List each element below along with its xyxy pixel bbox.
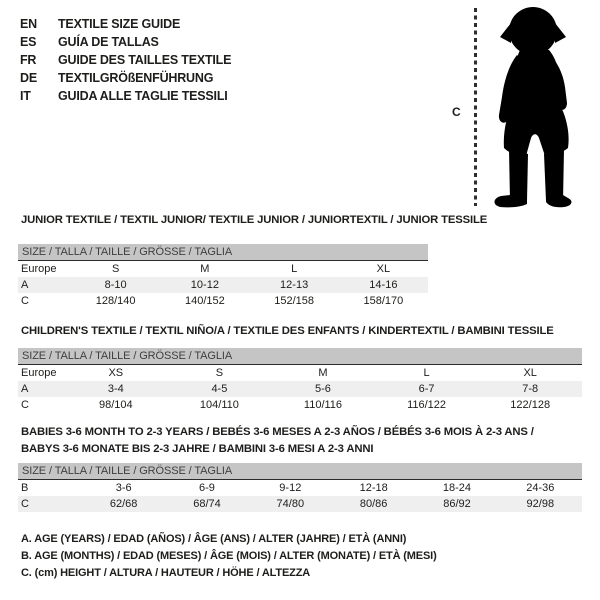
- language-code: IT: [20, 89, 31, 103]
- value-cell: 152/158: [274, 295, 314, 307]
- value-cell: 3-4: [64, 381, 168, 397]
- table-title-line: BABIES 3-6 MONTH TO 2-3 YEARS / BEBÉS 3-6 MESES A 2-3 AÑOS / BÉBÉS 3-6 MOIS À 2-3 ANS /: [21, 426, 534, 438]
- language-row: [20, 87, 231, 105]
- value-cell: M: [200, 263, 210, 275]
- language-label: TEXTILE SIZE GUIDE: [58, 17, 181, 31]
- value-cell: 158/170: [363, 295, 404, 307]
- size-header-cell: SIZE / TALLA / TAILLE / GRÖSSE / TAGLIA: [18, 463, 582, 480]
- language-row: [20, 33, 231, 51]
- row-label-cell: Europe: [21, 367, 57, 379]
- baby-silhouette-icon: [483, 5, 579, 208]
- table-row: [18, 397, 582, 413]
- value-cell: 62/68: [82, 496, 165, 512]
- value-cell: 104/110: [199, 399, 239, 411]
- language-row: [20, 51, 231, 69]
- value-cell: 110/116: [303, 399, 343, 411]
- table-row: [18, 365, 582, 382]
- table-row: [18, 381, 582, 397]
- table-title-line: CHILDREN'S TEXTILE / TEXTIL NIÑO/A / TEXTILE DES ENFANTS / KINDERTEXTIL / BAMBINI TESSILE: [21, 325, 554, 337]
- size-header-row: [18, 463, 582, 480]
- value-cell: L: [423, 367, 430, 379]
- value-cell: 8-10: [71, 277, 160, 293]
- footnotes: [21, 531, 437, 582]
- language-code: FR: [20, 53, 37, 67]
- table-row: [18, 261, 428, 278]
- value-cell: S: [111, 263, 120, 275]
- value-cell: 6-7: [375, 381, 479, 397]
- table-title-line: BABYS 3-6 MONATE BIS 2-3 JAHRE / BAMBINI 3-6 MESI A 2-3 ANNI: [21, 443, 374, 455]
- size-table-junior: [18, 244, 428, 309]
- language-code: DE: [20, 71, 37, 85]
- size-header-cell: SIZE / TALLA / TAILLE / GRÖSSE / TAGLIA: [18, 244, 428, 261]
- row-label-cell: A: [18, 381, 64, 397]
- value-cell: 140/152: [184, 295, 225, 307]
- table-row: [18, 277, 428, 293]
- language-label: GUIDE DES TAILLES TEXTILE: [58, 53, 232, 67]
- value-cell: 12-18: [359, 482, 388, 494]
- value-cell: 98/104: [98, 399, 133, 411]
- size-header-row: [18, 348, 582, 365]
- value-cell: 12-13: [250, 277, 339, 293]
- value-cell: 3-6: [115, 482, 132, 494]
- row-label-cell: C: [21, 295, 29, 307]
- table-row: [18, 496, 582, 512]
- footnote-line: B. AGE (MONTHS) / EDAD (MESES) / ÂGE (MOIS) / ALTER (MONATE) / ETÀ (MESI): [21, 550, 437, 562]
- value-cell: XL: [523, 367, 537, 379]
- table-title-junior: [21, 212, 487, 229]
- value-cell: L: [291, 263, 298, 275]
- height-measure-line: [474, 8, 477, 206]
- row-label-cell: C: [18, 496, 82, 512]
- value-cell: XS: [108, 367, 124, 379]
- value-cell: 4-5: [168, 381, 272, 397]
- value-cell: 80/86: [332, 496, 415, 512]
- row-label-cell: B: [21, 482, 29, 494]
- size-header-row: [18, 244, 428, 261]
- value-cell: 74/80: [249, 496, 332, 512]
- height-measure-label: C: [452, 105, 461, 119]
- value-cell: 68/74: [165, 496, 248, 512]
- value-cell: M: [318, 367, 328, 379]
- value-cell: 10-12: [160, 277, 249, 293]
- size-table-children: [18, 348, 582, 413]
- table-title-line: JUNIOR TEXTILE / TEXTIL JUNIOR/ TEXTILE JUNIOR / JUNIORTEXTIL / JUNIOR TESSILE: [21, 214, 488, 226]
- value-cell: 9-12: [279, 482, 302, 494]
- value-cell: S: [215, 367, 224, 379]
- language-label: GUIDA ALLE TAGLIE TESSILI: [58, 89, 228, 103]
- value-cell: 122/128: [510, 399, 551, 411]
- size-table-babies: [18, 463, 582, 512]
- size-header-cell: SIZE / TALLA / TAILLE / GRÖSSE / TAGLIA: [18, 348, 582, 365]
- language-label: GUÍA DE TALLAS: [58, 35, 159, 49]
- value-cell: 7-8: [478, 381, 582, 397]
- value-cell: 6-9: [199, 482, 215, 494]
- value-cell: 24-36: [526, 482, 555, 494]
- table-row: [18, 480, 582, 497]
- row-label-cell: A: [18, 277, 71, 293]
- value-cell: XL: [376, 263, 391, 275]
- value-cell: 86/92: [415, 496, 498, 512]
- footnote-line: C. (cm) HEIGHT / ALTURA / HAUTEUR / HÖHE / ALTEZZA: [21, 567, 311, 579]
- language-code: ES: [20, 35, 37, 49]
- table-title-children: [21, 323, 554, 340]
- table-row: [18, 293, 428, 309]
- value-cell: 116/122: [407, 399, 447, 411]
- table-title-babies: [21, 424, 534, 458]
- language-row: [20, 15, 231, 33]
- value-cell: 18-24: [442, 482, 472, 494]
- value-cell: 14-16: [339, 277, 428, 293]
- language-label: TEXTILGRÖßENFÜHRUNG: [58, 71, 214, 85]
- language-list: [20, 15, 231, 105]
- language-row: [20, 69, 231, 87]
- value-cell: 128/140: [95, 295, 136, 307]
- value-cell: 92/98: [499, 496, 582, 512]
- value-cell: 5-6: [271, 381, 375, 397]
- row-label-cell: C: [21, 399, 29, 411]
- footnote-line: A. AGE (YEARS) / EDAD (AÑOS) / ÂGE (ANS) / ALTER (JAHRE) / ETÀ (ANNI): [21, 533, 407, 545]
- row-label-cell: Europe: [21, 263, 57, 275]
- language-code: EN: [20, 17, 37, 31]
